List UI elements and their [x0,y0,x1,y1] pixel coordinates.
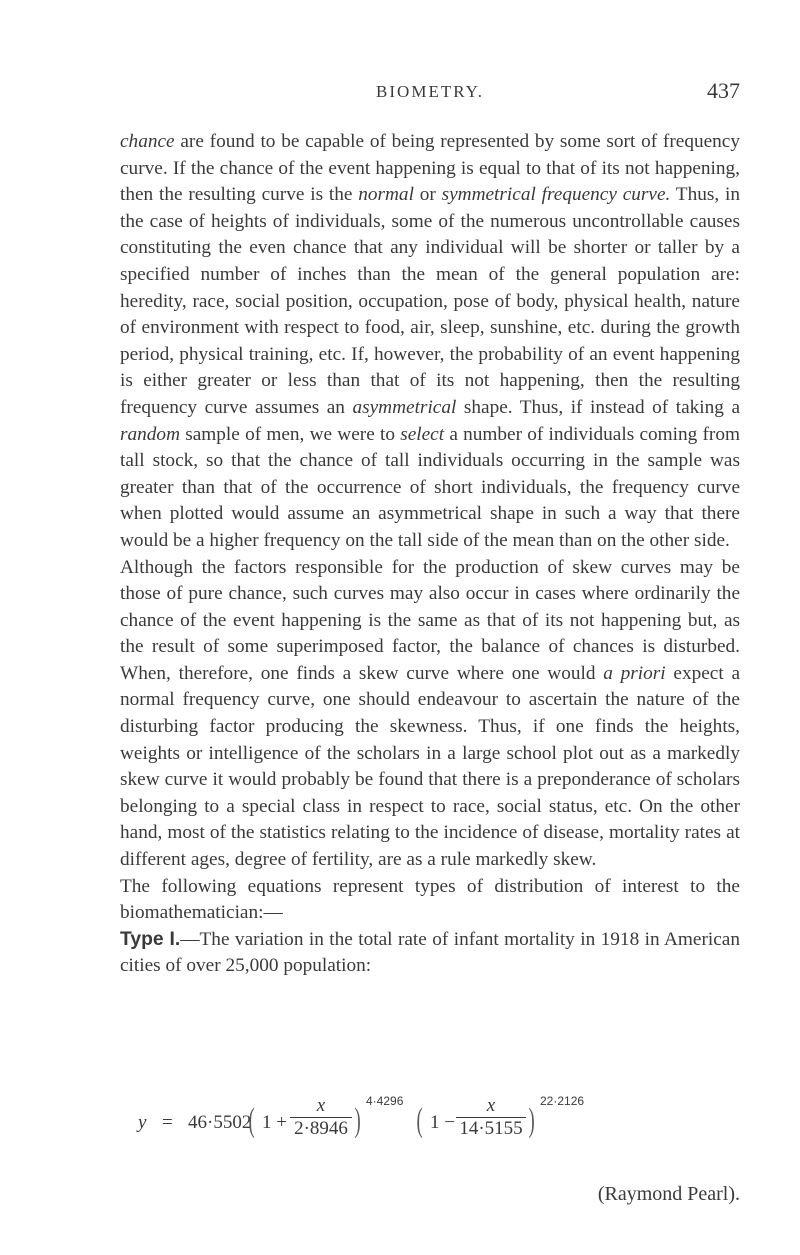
text-run: are found to be capable of being represented by some sort of frequency curve. If the chance of the event happening is equal to that of its not happening, then the resulting curve is the [120,131,740,206]
page-number: 437 [707,78,740,103]
fraction-b [456,1096,526,1139]
paragraph-4 [120,927,740,980]
running-head: BIOMETRY. [376,82,484,101]
paren-open: ( [248,1102,255,1139]
text-run: a number of individuals coming from tall stock, so that the chance of tall individuals occurring in the sample was greater than that of the occurrence of short individuals, the frequency curve when plotted would assume an asymmetrical shape in such a way that there would be a higher frequency on the tall side of the mean than on the other side. [120,423,740,551]
exponent-b: 22·2126 [540,1094,585,1108]
paragraph-2 [120,555,740,874]
page-header [120,78,740,108]
paren-close: ) [528,1102,535,1139]
paren-open: ( [416,1102,423,1139]
emphasis: select [400,423,445,445]
text-run: Thus, in the case of heights of individuals, some of the numerous uncontrollable causes constituting the even chance that any individual will be shorter or taller by a specified number of inches than the mean of the general population are: heredity, race, social position, occupation, pose of body, physical health, nature of environment with respect to food, air, sleep, sunshine, etc. during the growth period, physical training, etc. If, however, the probability of an event happening is either greater or less than that of its not happening, then the resulting frequency curve assumes an [120,184,740,418]
emphasis: chance [120,131,175,152]
text-run: —The variation in the total rate of infant mortality in 1918 in American cities of over 25,000 population: [120,928,740,977]
paragraph-3: The following equations represent types of distribution of interest to the biomathematician:— [120,875,740,924]
term-b-one: 1 − [430,1112,455,1133]
paragraph-1 [120,129,740,555]
body-text [120,129,740,980]
text-run: or [413,184,442,206]
fraction-a-numerator: x [316,1095,326,1116]
text-run: Although the factors responsible for the production of skew curves may be those of pure chance, such curves may also occur in cases where ordinarily the chance of the event happening is the same as that of its not happening but, as the result of some superimposed factor, the balance of chances is disturbed. When, therefore, one finds a skew curve where one would [120,556,740,684]
emphasis: asymmetrical [352,396,457,418]
emphasis: random [120,423,180,445]
fraction-a [290,1096,352,1139]
coefficient: 46·5502 [188,1112,252,1133]
term-a-one: 1 + [262,1112,287,1133]
fraction-a-denominator: 2·8946 [294,1118,348,1139]
attribution: (Raymond Pearl). [597,1183,740,1205]
text-run: sample of men, we were to [180,423,401,445]
equation-lhs: y [138,1112,147,1133]
fraction-b-numerator: x [486,1095,496,1116]
fraction-b-denominator: 14·5155 [459,1118,523,1139]
paren-close: ) [354,1102,361,1139]
emphasis: a priori [603,662,666,684]
emphasis: symmetrical frequency curve. [441,184,671,206]
equation [138,1094,738,1158]
equals-sign: = [162,1112,173,1133]
text-run: shape. Thus, if instead of taking a [456,396,741,418]
text-run: expect a normal frequency curve, one should endeavour to ascertain the nature of the disturbing factor producing the skewness. Thus, if one finds the heights, weights or intelligence of the scholars in a large school plot out as a markedly skew curve it would probably be found that there is a preponderance of scholars belonging to a special class in respect to race, social status, etc. On the other hand, most of the statistics relating to the incidence of disease, mortality rates at different ages, degree of fertility, are as a rule markedly skew. [120,662,740,871]
type-heading: Type I. [120,928,181,950]
exponent-a: 4·4296 [366,1094,404,1108]
emphasis: normal [358,184,414,206]
